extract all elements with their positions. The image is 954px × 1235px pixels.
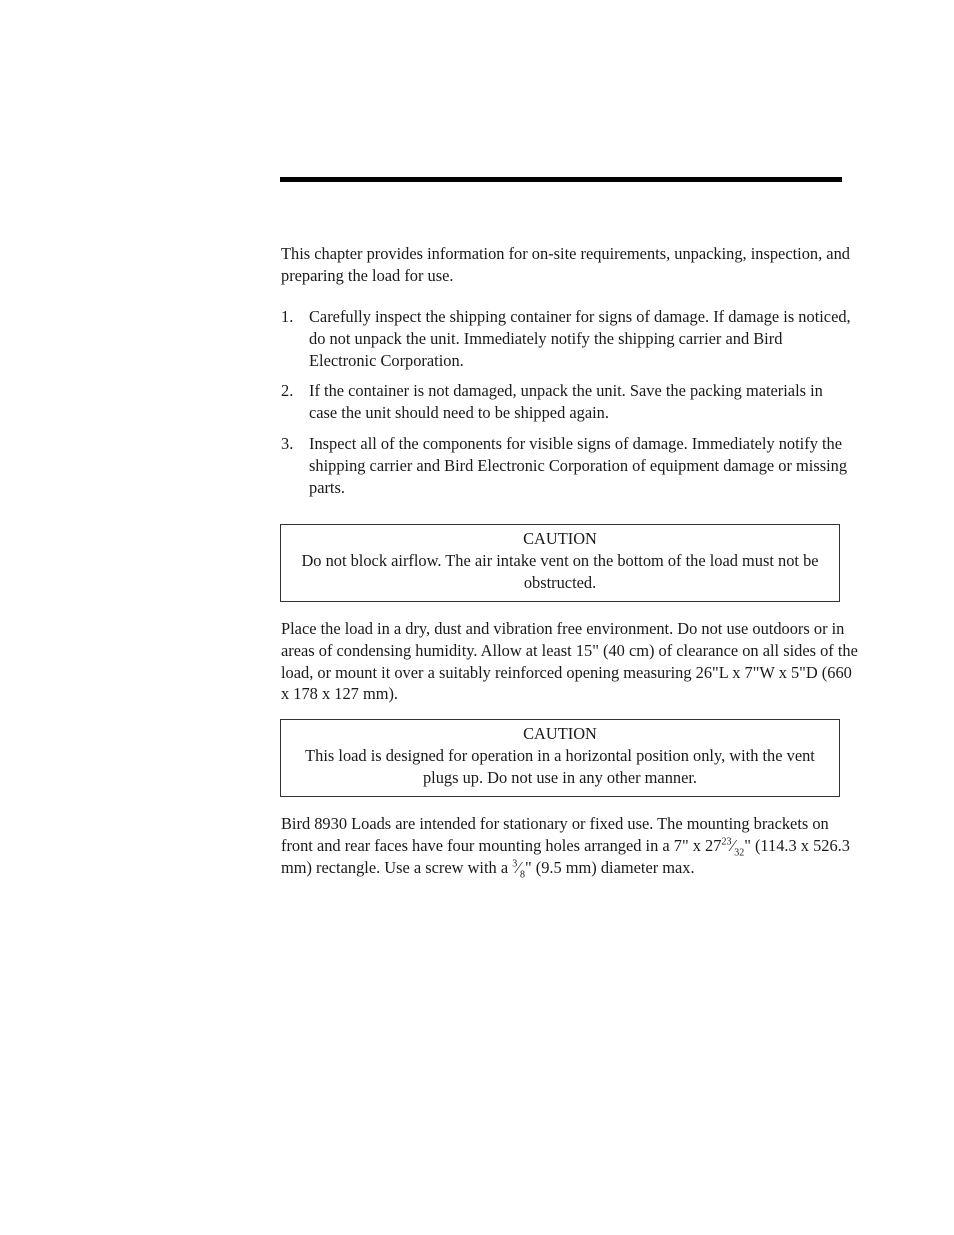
chapter-rule bbox=[280, 177, 842, 182]
intro-paragraph: This chapter provides information for on-site requirements, unpacking, inspection, and preparing the load for use. bbox=[281, 244, 850, 285]
caution-heading: CAUTION bbox=[523, 529, 597, 548]
list-item bbox=[281, 433, 851, 498]
mounting-text-2: " (114.3 x 526.3 mm) rectangle. Use a screw with a bbox=[281, 835, 850, 877]
caution-text: Do not block airflow. The air intake vent on the bottom of the load must not be obstructed. bbox=[301, 550, 819, 592]
caution-box-airflow bbox=[280, 524, 840, 602]
inspection-steps bbox=[281, 306, 851, 507]
mounting-text-3: " (9.5 mm) diameter max. bbox=[524, 857, 695, 877]
step-text: Carefully inspect the shipping container for signs of damage. If damage is noticed, do not unpack the unit. Immediately notify the shipping carrier and Bird Electronic Corporation. bbox=[309, 307, 851, 370]
mounting-paragraph: Bird 8930 Loads are intended for stationary or fixed use. The mounting brackets on front and rear faces have four mounting holes arranged in a 7" x $27^{23}⁄_{32}$" (114.3 x 526.3 mm) rectangle. Use a screw with a $^3⁄_8$" (9.5 mm) diameter max. bbox=[281, 814, 850, 880]
list-item bbox=[281, 380, 851, 424]
step-number: 2. bbox=[281, 381, 294, 401]
fraction-denominator: 32 bbox=[734, 847, 745, 859]
step-text: Inspect all of the components for visible signs of damage. Immediately notify the shipping carrier and Bird Electronic Corporation of equipment damage or missing parts. bbox=[309, 433, 848, 497]
fraction-numerator: 3 bbox=[512, 858, 518, 870]
fraction-numerator: 23 bbox=[721, 836, 732, 848]
step-number: 3. bbox=[281, 433, 294, 453]
fraction-denominator: 8 bbox=[519, 868, 525, 880]
mounting-text-1: Bird 8930 Loads are intended for stationary or fixed use. The mounting brackets on front and rear faces have four mounting holes arranged in a 7" x 27 bbox=[281, 814, 829, 855]
step-text: If the container is not damaged, unpack the unit. Save the packing materials in case the unit should need to be shipped again. bbox=[309, 381, 823, 423]
list-item bbox=[281, 306, 851, 371]
placement-paragraph: Place the load in a dry, dust and vibration free environment. Do not use outdoors or in areas of condensing humidity. Allow at least 15" (40 cm) of clearance on all sides of the load, or mount it over a suitably reinforced opening measuring 26"L x 7"W x 5"D (660 x 178 x 127 mm). bbox=[281, 619, 858, 704]
step-number: 1. bbox=[281, 307, 294, 326]
caution-box-orientation bbox=[280, 719, 840, 797]
caution-heading: CAUTION bbox=[523, 724, 597, 743]
caution-text: This load is designed for operation in a horizontal position only, with the vent plugs up. Do not use in any other manner. bbox=[305, 745, 815, 787]
